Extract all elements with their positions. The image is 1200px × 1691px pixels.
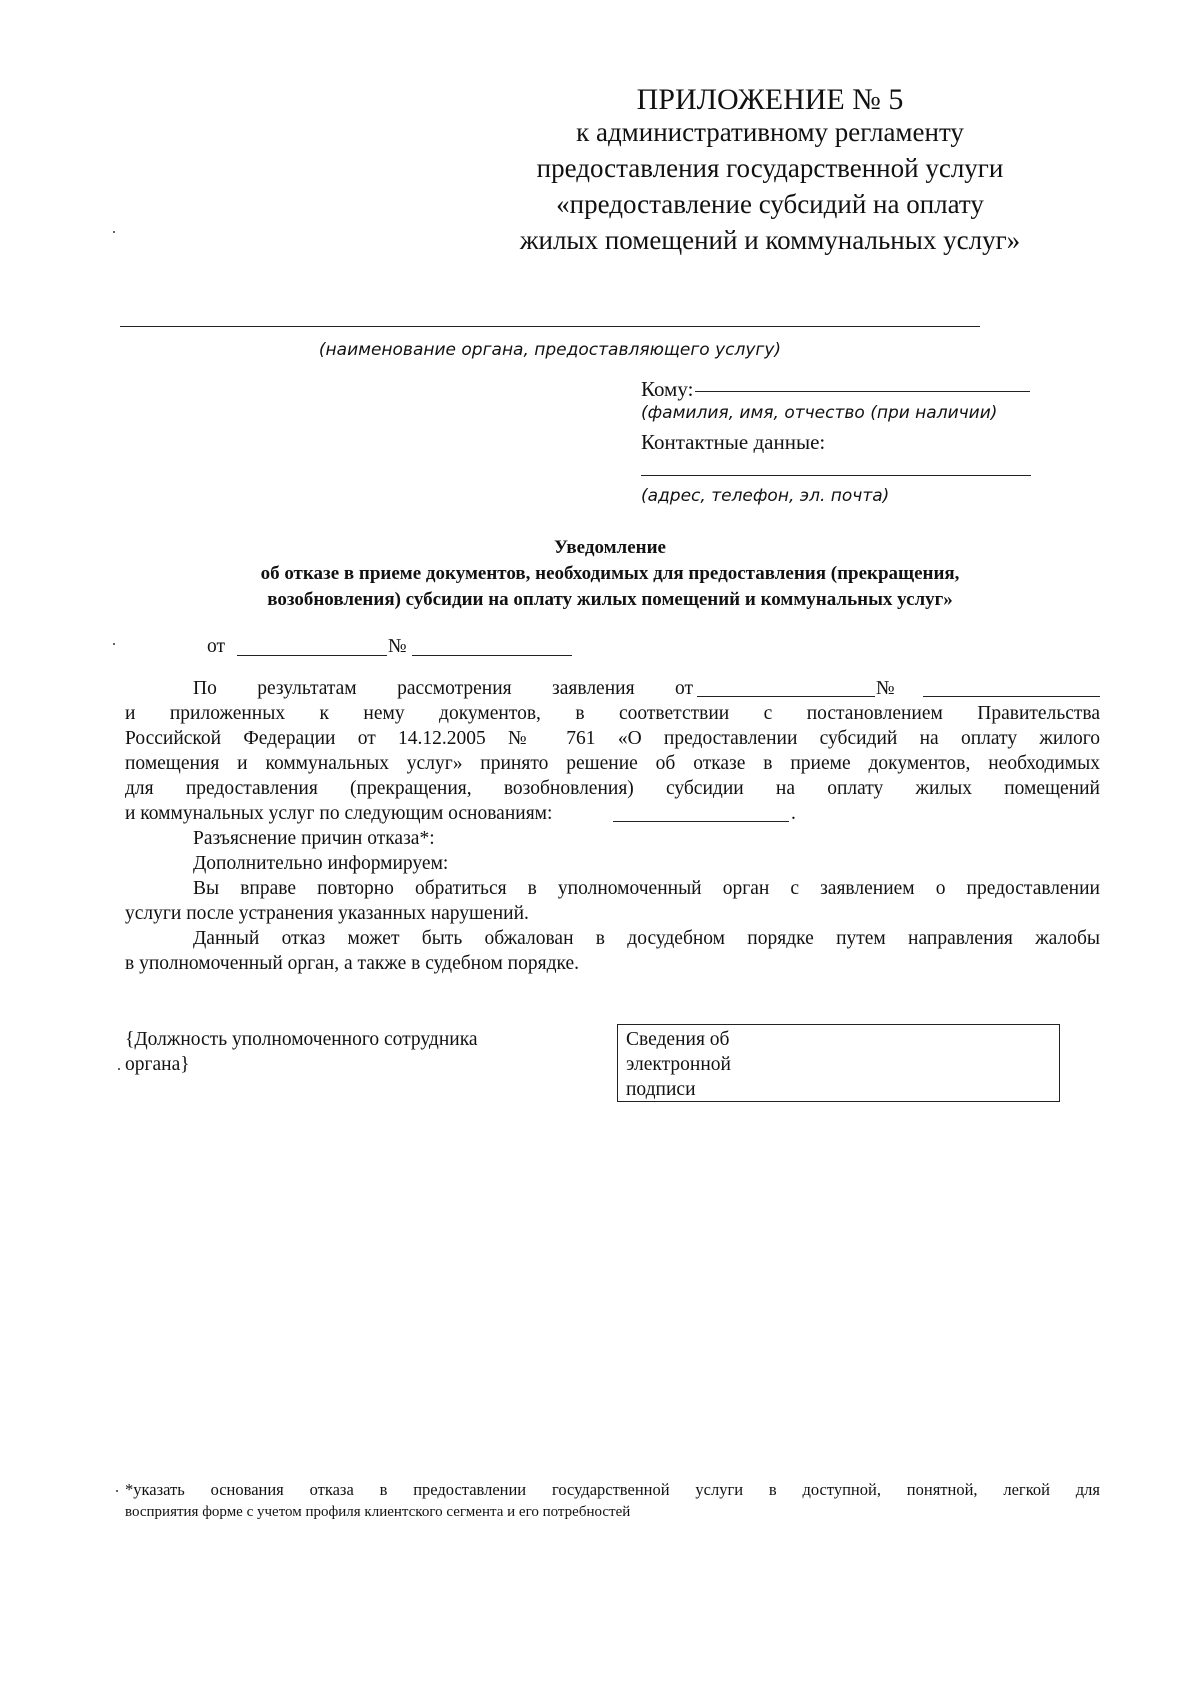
scan-speck [113,231,115,233]
number-label: № [388,636,407,657]
scan-speck [116,1490,118,1492]
body-line: и коммунальных услуг по следующим основаниям: [125,803,553,824]
notice-subtitle: возобновления) субсидии на оплату жилых помещений и коммунальных услуг» [267,589,953,610]
body-line: в уполномоченный орган, а также в судебном порядке. [125,953,580,974]
name-caption: (фамилия, имя, отчество (при наличии) [641,403,998,423]
body-line: услуги после устранения указанных нарушений. [125,903,529,924]
official-position: органа} [125,1054,190,1075]
additional-label: Дополнительно информируем: [193,853,449,874]
e-signature-label [626,1027,786,1102]
e-signature-line: Сведения об [626,1029,730,1050]
footnote-line: восприятия форме с учетом профиля клиентского сегмента и его потребностей [125,1504,631,1520]
number-field-line [412,655,572,656]
e-signature-line: электронной [626,1054,731,1075]
official-position: {Должность уполномоченного сотрудника [125,1029,478,1050]
scan-speck [118,1068,120,1070]
application-date-line [697,696,875,697]
grounds-field-line [613,821,789,822]
scan-speck [113,643,115,645]
e-signature-box [617,1024,1060,1102]
body-line: Данный отказ может быть обжалован в досудебном порядке путем направления жалобы [193,928,1100,949]
date-field-line [237,655,387,656]
contacts-field-line [641,475,1031,476]
reasons-label: Разъяснение причин отказа*: [193,828,435,849]
body-line: помещения и коммунальных услуг» принято решение об отказе в приеме документов, необходимых [125,753,1100,774]
appendix-line: к административному регламенту [576,117,964,147]
appendix-title: ПРИЛОЖЕНИЕ № 5 [636,83,904,116]
body-line: для предоставления (прекращения, возобновления) субсидии на оплату жилых помещений [125,778,1100,799]
body-line: Российской Федерации от 14.12.2005 № 761 «О предоставлении субсидий на оплату жилого [125,728,1100,749]
appendix-line: жилых помещений и коммунальных услуг» [519,225,1021,255]
e-signature-line: подписи [626,1079,696,1100]
body-period: . [791,803,796,824]
notice-title: Уведомление [554,537,666,558]
body-line: Вы вправе повторно обратиться в уполномоченный орган с заявлением о предоставлении [193,878,1100,899]
from-label: от [207,636,226,657]
footnote-line: *указать основания отказа в предоставлении государственной услуги в доступной, понятной, легкой для [125,1480,1100,1499]
body-line: и приложенных к нему документов, в соответствии с постановлением Правительства [125,703,1100,724]
to-field-line [695,391,1030,392]
contacts-label: Контактные данные: [641,430,826,454]
body-p1-start: По результатам рассмотрения заявления от [193,678,693,699]
appendix-line: предоставления государственной услуги [536,153,1004,183]
authority-caption: (наименование органа, предоставляющего услугу) [318,340,782,360]
contacts-caption: (адрес, телефон, эл. почта) [641,486,890,506]
notice-subtitle: об отказе в приеме документов, необходимых для предоставления (прекращения, [260,563,960,584]
authority-field-line [120,326,980,327]
application-number-line [923,696,1100,697]
to-label: Кому: [641,377,694,401]
appendix-line: «предоставление субсидий на оплату [556,189,984,219]
body-number-sign: № [876,678,895,699]
